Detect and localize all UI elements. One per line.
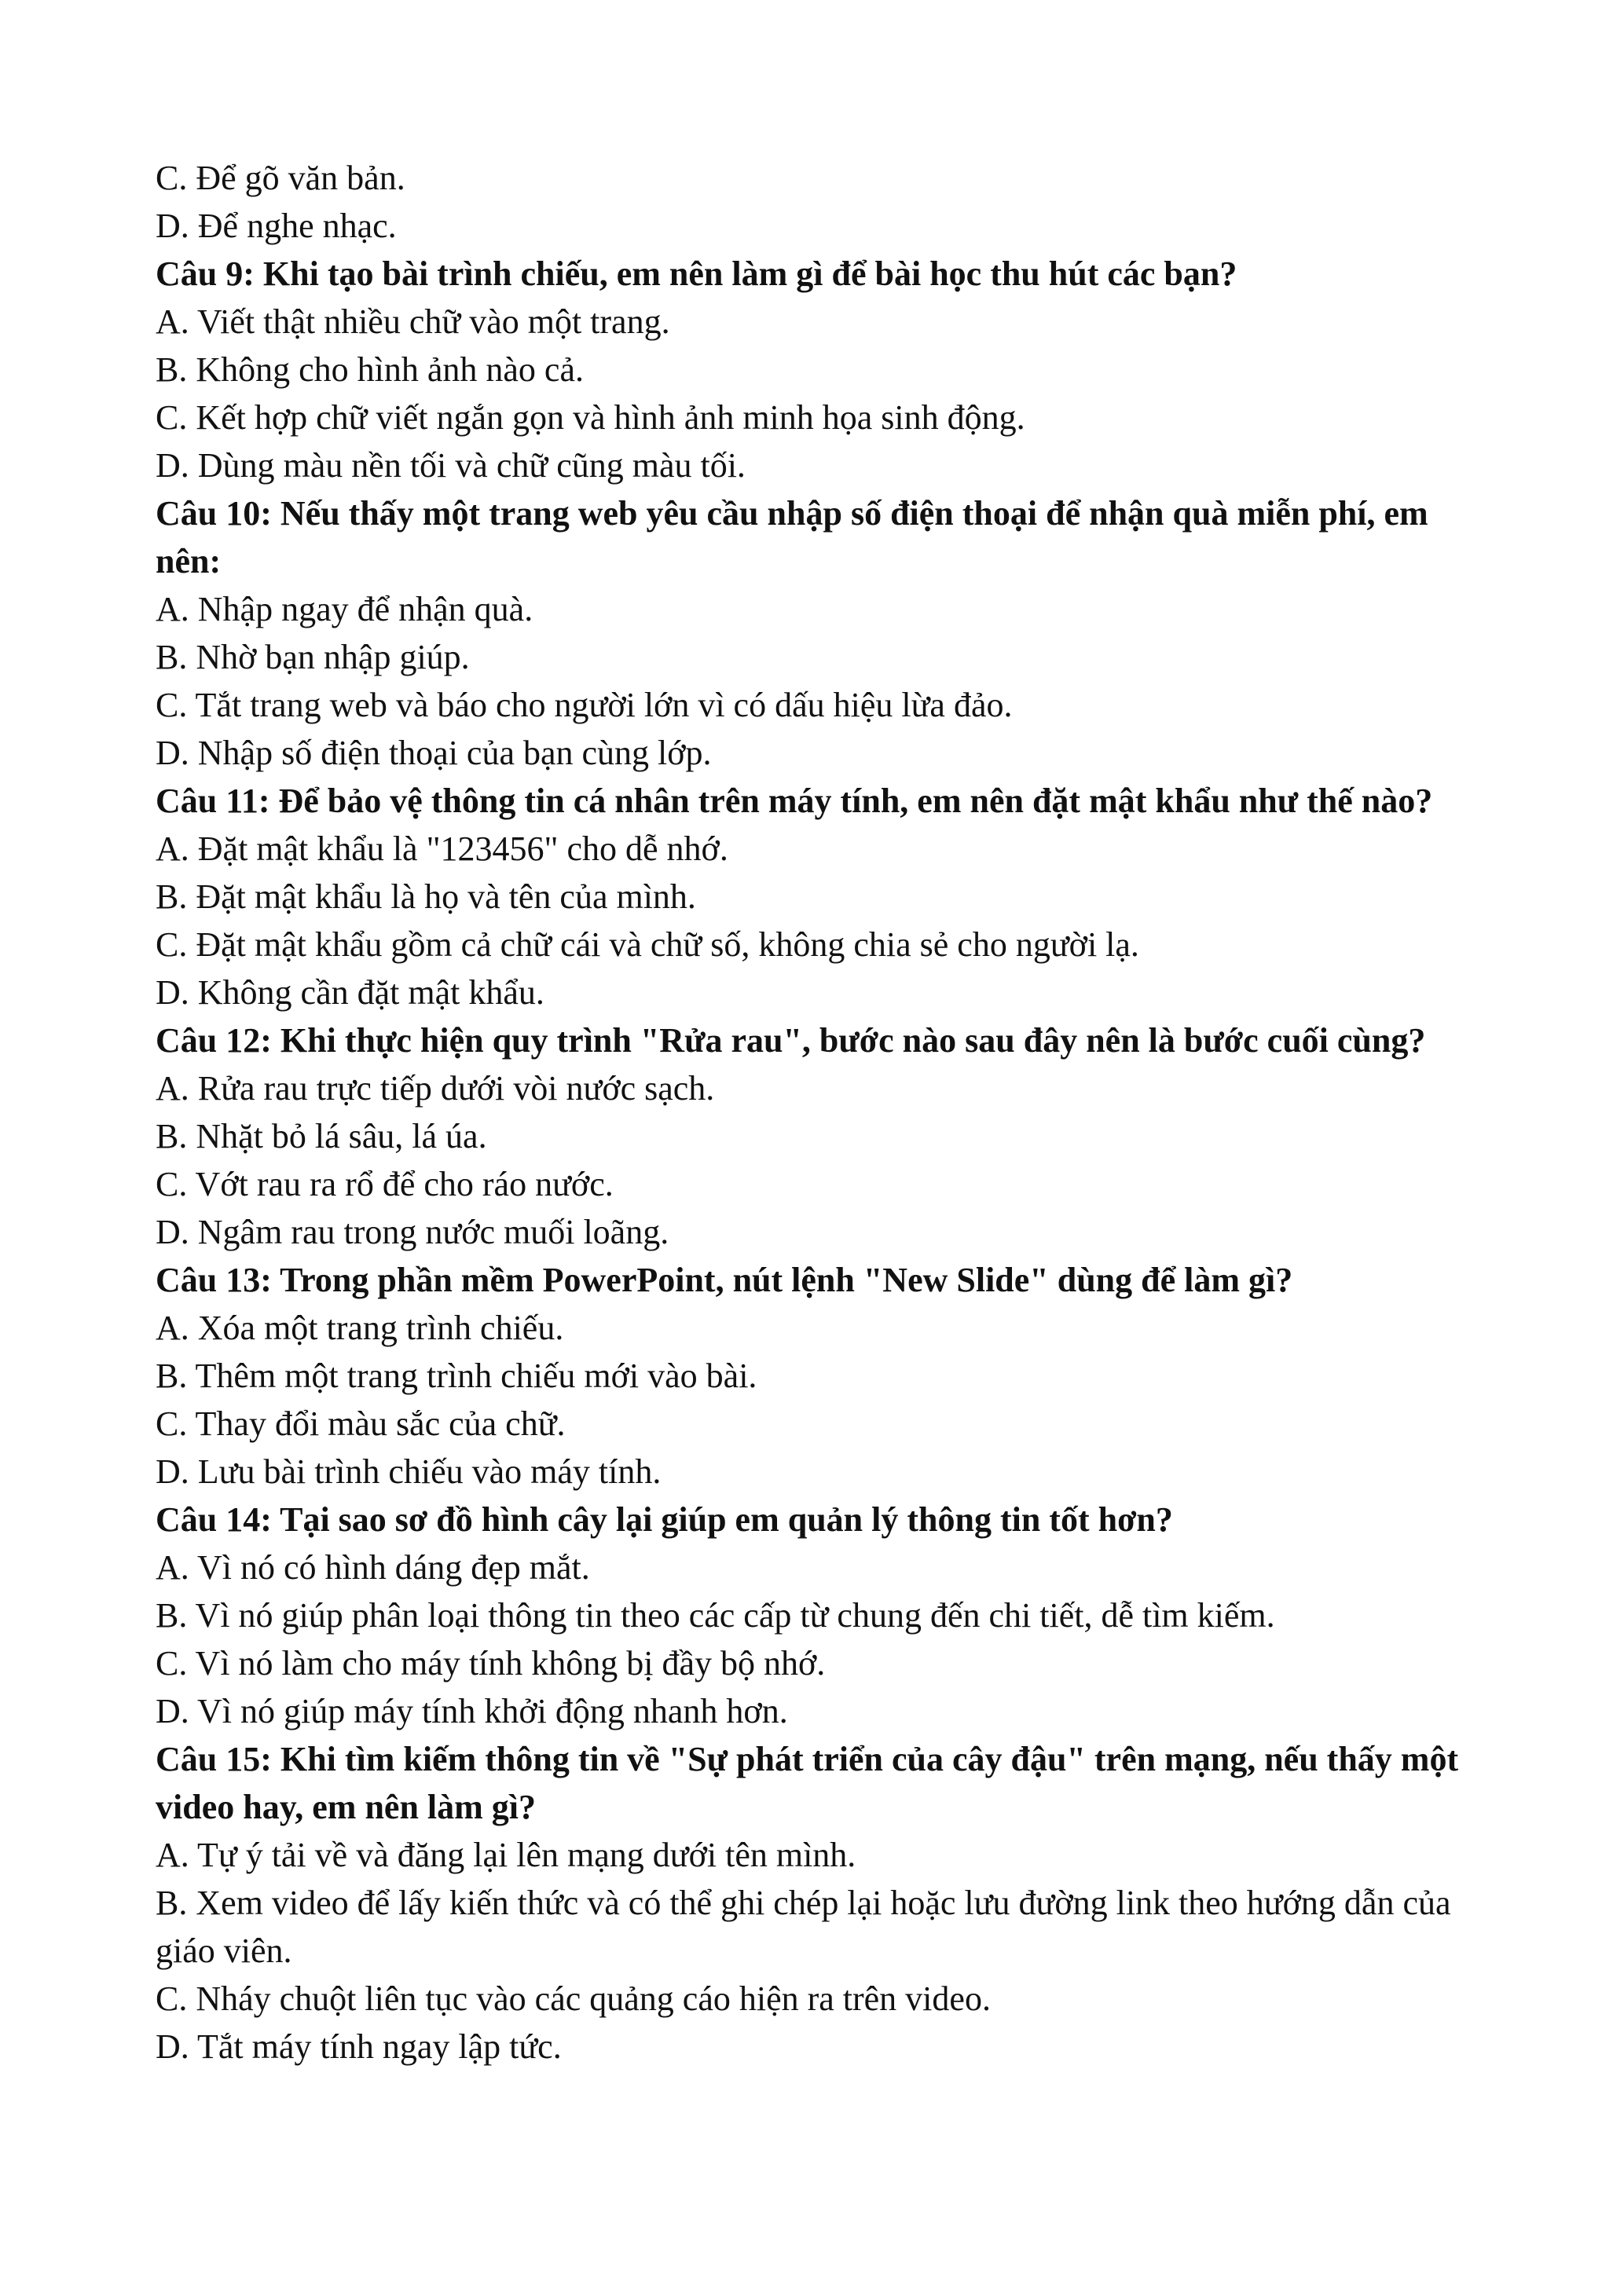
question-15: Câu 15: Khi tìm kiếm thông tin về "Sự phát triển của cây đậu" trên mạng, nếu thấy một video hay, em nên làm gì? bbox=[156, 1740, 1459, 1826]
question-15-option-b: B. Xem video để lấy kiến thức và có thể ghi chép lại hoặc lưu đường link theo hướng dẫn của giáo viên. bbox=[156, 1884, 1451, 1970]
question-9: Câu 9: Khi tạo bài trình chiếu, em nên làm gì để bài học thu hút các bạn? bbox=[156, 255, 1237, 293]
question-14-option-d: D. Vì nó giúp máy tính khởi động nhanh hơn. bbox=[156, 1692, 788, 1730]
question-12-option-b: B. Nhặt bỏ lá sâu, lá úa. bbox=[156, 1117, 487, 1155]
question-12-option-a: A. Rửa rau trực tiếp dưới vòi nước sạch. bbox=[156, 1069, 715, 1108]
question-10-option-c: C. Tắt trang web và báo cho người lớn vì có dấu hiệu lừa đảo. bbox=[156, 686, 1013, 724]
question-12: Câu 12: Khi thực hiện quy trình "Rửa rau", bước nào sau đây nên là bước cuối cùng? bbox=[156, 1021, 1426, 1060]
question-13-option-c: C. Thay đổi màu sắc của chữ. bbox=[156, 1404, 566, 1443]
question-9-option-a: A. Viết thật nhiều chữ vào một trang. bbox=[156, 302, 670, 341]
question-9-option-d: D. Dùng màu nền tối và chữ cũng màu tối. bbox=[156, 446, 746, 485]
question-9-option-b: B. Không cho hình ảnh nào cả. bbox=[156, 350, 584, 389]
question-11-option-a: A. Đặt mật khẩu là "123456" cho dễ nhớ. bbox=[156, 829, 728, 868]
question-15-option-c: C. Nháy chuột liên tục vào các quảng cáo hiện ra trên video. bbox=[156, 1979, 991, 2018]
question-11-option-b: B. Đặt mật khẩu là họ và tên của mình. bbox=[156, 877, 696, 916]
question-13-option-b: B. Thêm một trang trình chiếu mới vào bài. bbox=[156, 1357, 757, 1395]
question-14-option-a: A. Vì nó có hình dáng đẹp mắt. bbox=[156, 1548, 590, 1587]
question-15-option-d: D. Tắt máy tính ngay lập tức. bbox=[156, 2027, 562, 2066]
question-11-option-c: C. Đặt mật khẩu gồm cả chữ cái và chữ số, không chia sẻ cho người lạ. bbox=[156, 925, 1139, 964]
question-11: Câu 11: Để bảo vệ thông tin cá nhân trên máy tính, em nên đặt mật khẩu như thế nào? bbox=[156, 782, 1433, 820]
question-13-option-d: D. Lưu bài trình chiếu vào máy tính. bbox=[156, 1452, 662, 1491]
question-10-option-a: A. Nhập ngay để nhận quà. bbox=[156, 590, 533, 628]
question-12-option-c: C. Vớt rau ra rổ để cho ráo nước. bbox=[156, 1165, 614, 1203]
question-14-option-c: C. Vì nó làm cho máy tính không bị đầy bộ nhớ. bbox=[156, 1644, 826, 1683]
question-11-option-d: D. Không cần đặt mật khẩu. bbox=[156, 973, 544, 1012]
question-13-option-a: A. Xóa một trang trình chiếu. bbox=[156, 1309, 564, 1347]
question-14-option-b: B. Vì nó giúp phân loại thông tin theo các cấp từ chung đến chi tiết, dễ tìm kiếm. bbox=[156, 1596, 1275, 1635]
question-10-option-d: D. Nhập số điện thoại của bạn cùng lớp. bbox=[156, 734, 712, 772]
question-14: Câu 14: Tại sao sơ đồ hình cây lại giúp em quản lý thông tin tốt hơn? bbox=[156, 1500, 1173, 1539]
option-d: D. Để nghe nhạc. bbox=[156, 207, 397, 245]
question-10: Câu 10: Nếu thấy một trang web yêu cầu nhập số điện thoại để nhận quà miễn phí, em nên: bbox=[156, 494, 1428, 580]
question-9-option-c: C. Kết hợp chữ viết ngắn gọn và hình ảnh minh họa sinh động. bbox=[156, 398, 1025, 437]
quiz-page bbox=[156, 154, 1476, 2071]
question-10-option-b: B. Nhờ bạn nhập giúp. bbox=[156, 638, 470, 676]
question-15-option-a: A. Tự ý tải về và đăng lại lên mạng dưới tên mình. bbox=[156, 1836, 856, 1874]
question-12-option-d: D. Ngâm rau trong nước muối loãng. bbox=[156, 1213, 669, 1251]
question-13: Câu 13: Trong phần mềm PowerPoint, nút lệnh "New Slide" dùng để làm gì? bbox=[156, 1261, 1293, 1299]
option-c: C. Để gõ văn bản. bbox=[156, 159, 405, 197]
